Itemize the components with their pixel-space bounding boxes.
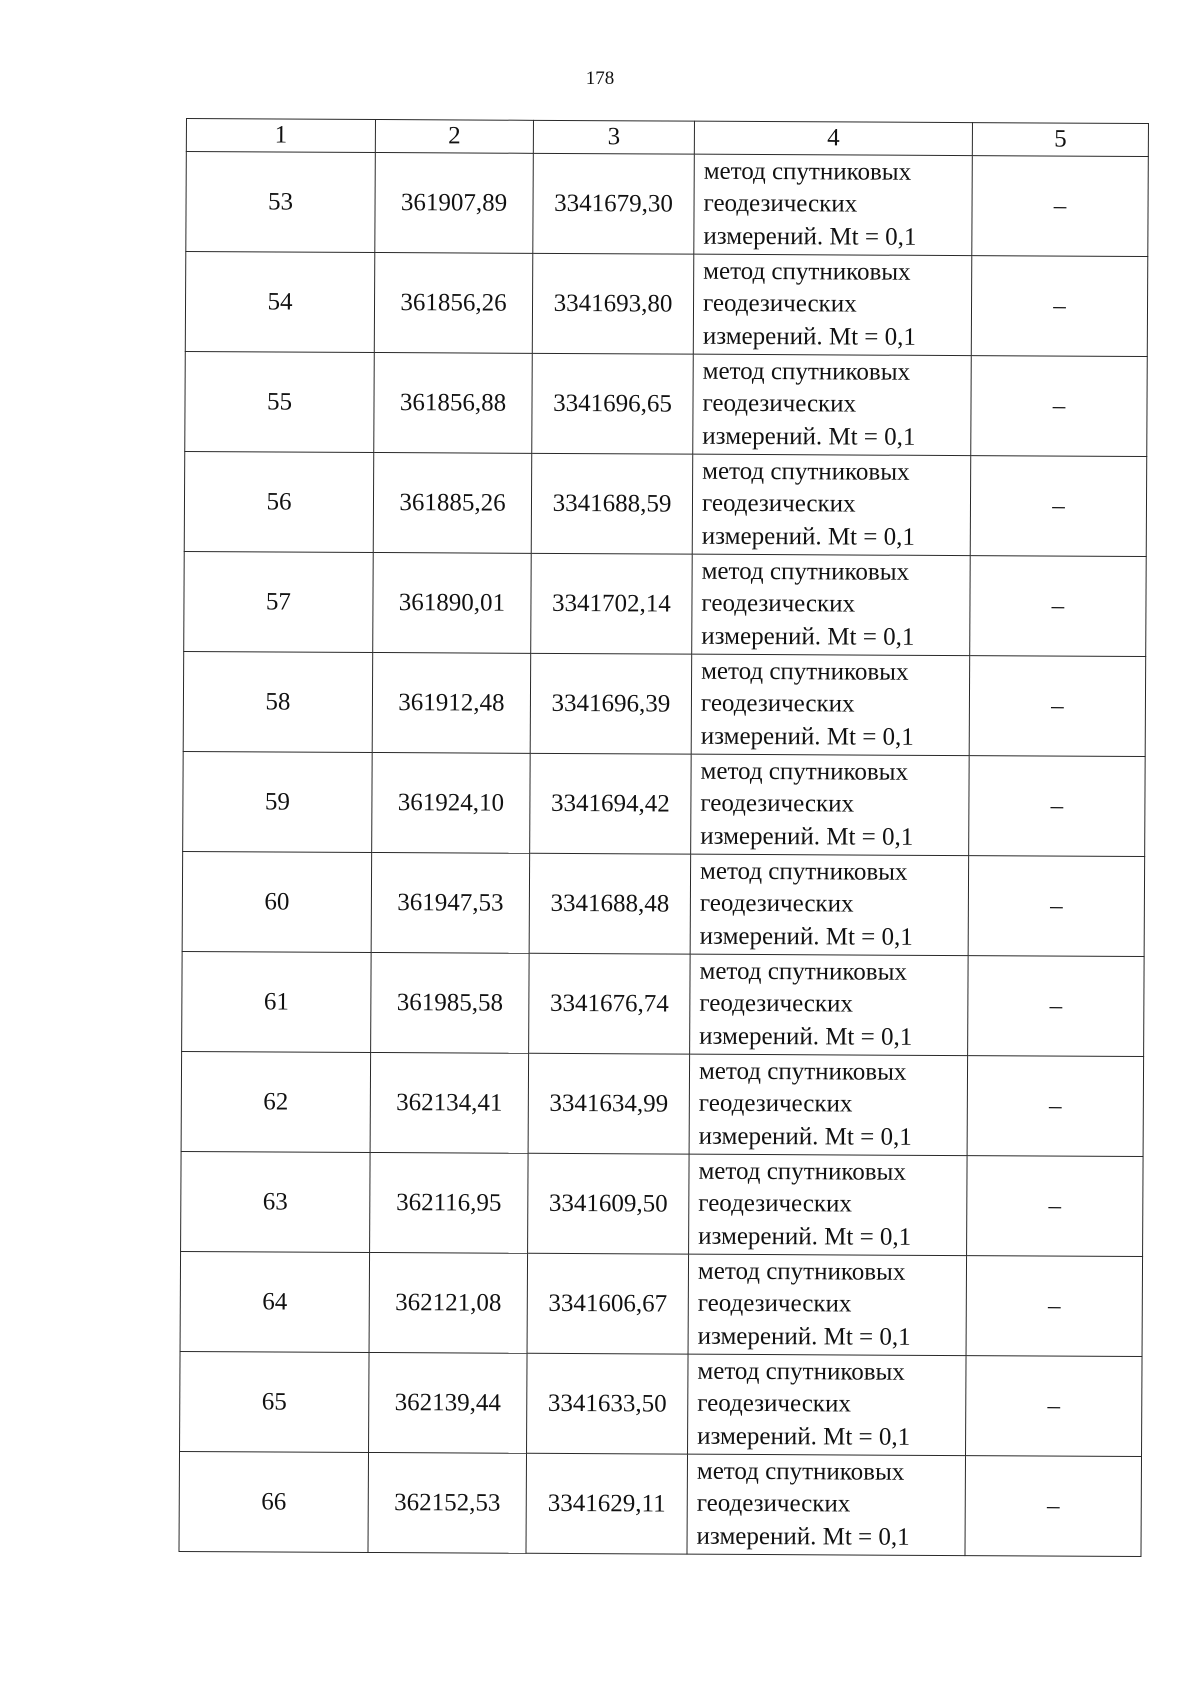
table-row [180,1351,1143,1456]
table-row [183,751,1146,856]
table-row [186,152,1149,257]
method-cell [693,254,972,355]
description-cell: – [971,256,1148,357]
y-coordinate-cell: 3341634,99 [528,1053,690,1154]
method-line: геодезических [701,489,856,518]
y-coordinate-cell: 3341696,65 [532,353,694,454]
coordinates-table-wrapper [186,118,1148,1552]
method-line: измерений. Mt = 0,1 [701,522,915,551]
point-number-cell: 62 [181,1051,371,1152]
method-cell [688,1354,967,1455]
coordinates-table [178,118,1148,1557]
table-row [182,951,1145,1056]
page-number: 178 [585,68,615,89]
method-cell [690,954,969,1055]
y-coordinate-cell: 3341696,39 [530,653,692,754]
x-coordinate-cell: 362152,53 [368,1452,527,1553]
method-line: геодезических [697,1389,851,1418]
table-row [181,1151,1144,1256]
point-number-cell: 57 [184,551,374,652]
header-col-4: 4 [694,121,972,155]
description-cell: – [966,1356,1143,1457]
description-cell: – [969,756,1146,857]
method-line: геодезических [696,1489,851,1518]
point-number-cell: 60 [182,851,372,952]
point-number-cell: 66 [179,1451,369,1552]
description-cell: – [971,356,1148,457]
method-line: геодезических [703,189,858,218]
method-line: метод спутниковых [700,757,909,786]
method-line: измерений. Mt = 0,1 [702,322,917,351]
method-line: метод спутниковых [702,357,911,386]
method-line: измерений. Mt = 0,1 [700,822,914,851]
y-coordinate-cell: 3341609,50 [528,1153,690,1254]
x-coordinate-cell: 361890,01 [373,552,532,653]
method-line: метод спутниковых [696,1457,905,1486]
method-line: геодезических [698,1189,852,1218]
x-coordinate-cell: 361947,53 [371,852,530,953]
header-col-5: 5 [972,123,1148,157]
method-line: метод спутниковых [698,1057,907,1086]
table-row [181,1051,1144,1156]
method-line: измерений. Mt = 0,1 [699,922,913,951]
method-line: измерений. Mt = 0,1 [697,1322,911,1351]
x-coordinate-cell: 362134,41 [370,1052,529,1153]
method-line: измерений. Mt = 0,1 [696,1522,910,1551]
point-number-cell: 61 [182,951,372,1052]
method-line: измерений. Mt = 0,1 [700,722,914,751]
table-row [179,1451,1142,1556]
y-coordinate-cell: 3341693,80 [532,253,694,354]
description-cell: – [969,656,1146,757]
method-line: геодезических [698,1089,853,1118]
method-line: метод спутниковых [702,457,910,486]
method-line: измерений. Mt = 0,1 [698,1222,912,1251]
method-cell [692,554,971,655]
table-row [185,351,1148,456]
table-row [184,451,1147,556]
method-line: измерений. Mt = 0,1 [701,622,915,651]
method-cell [688,1254,967,1355]
point-number-cell: 58 [183,651,373,752]
point-number-cell: 64 [180,1251,370,1352]
method-cell [690,854,969,955]
y-coordinate-cell: 3341694,42 [530,753,692,854]
table-row [180,1251,1143,1356]
method-line: геодезических [702,289,857,318]
method-line: геодезических [699,989,854,1018]
method-cell [694,154,973,255]
point-number-cell: 55 [185,351,375,452]
method-cell [689,1054,968,1155]
method-cell [692,454,971,555]
x-coordinate-cell: 362139,44 [369,1352,528,1453]
header-col-3: 3 [533,120,694,154]
method-line: метод спутниковых [703,157,912,186]
method-line: измерений. Mt = 0,1 [698,1122,912,1151]
y-coordinate-cell: 3341688,59 [531,453,693,554]
method-line: метод спутниковых [701,557,910,586]
y-coordinate-cell: 3341629,11 [526,1453,688,1554]
x-coordinate-cell: 361985,58 [371,952,530,1053]
method-cell [693,354,972,455]
method-line: геодезических [700,689,855,718]
point-number-cell: 59 [183,751,373,852]
table-row [182,851,1145,956]
x-coordinate-cell: 362121,08 [369,1252,528,1353]
method-line: метод спутниковых [698,1157,906,1186]
description-cell: – [970,456,1147,557]
method-line: измерений. Mt = 0,1 [697,1422,911,1451]
method-cell [691,654,970,755]
y-coordinate-cell: 3341688,48 [529,853,691,954]
x-coordinate-cell: 361907,89 [375,152,534,253]
method-line: геодезических [697,1289,852,1318]
header-row [186,119,1148,157]
description-cell: – [970,556,1147,657]
method-line: измерений. Mt = 0,1 [702,422,916,451]
method-cell [687,1454,966,1555]
description-cell: – [967,1156,1144,1257]
y-coordinate-cell: 3341702,14 [531,553,693,654]
x-coordinate-cell: 361856,26 [374,252,533,353]
description-cell: – [968,856,1145,957]
table-body [179,152,1148,1557]
header-col-1: 1 [186,119,375,153]
method-line: метод спутниковых [703,257,911,286]
y-coordinate-cell: 3341676,74 [529,953,691,1054]
point-number-cell: 54 [185,252,375,353]
description-cell: – [972,156,1149,257]
method-line: геодезических [702,389,857,418]
x-coordinate-cell: 361912,48 [372,652,531,753]
header-col-2: 2 [375,119,533,153]
y-coordinate-cell: 3341633,50 [527,1353,689,1454]
table-header [186,119,1148,157]
method-line: метод спутниковых [699,957,908,986]
point-number-cell: 53 [186,152,376,253]
table-row [183,651,1146,756]
point-number-cell: 63 [181,1151,371,1252]
description-cell: – [967,1056,1144,1157]
point-number-cell: 65 [180,1351,370,1452]
method-line: метод спутниковых [697,1257,906,1286]
method-line: метод спутниковых [701,657,909,686]
table-row [185,252,1148,357]
x-coordinate-cell: 361856,88 [374,352,533,453]
y-coordinate-cell: 3341679,30 [533,153,695,254]
table-row [184,551,1147,656]
method-line: метод спутниковых [697,1357,905,1386]
description-cell: – [968,956,1145,1057]
point-number-cell: 56 [184,451,374,552]
method-line: геодезических [699,889,854,918]
method-cell [691,754,970,855]
method-line: метод спутниковых [699,857,908,886]
method-line: измерений. Mt = 0,1 [699,1022,913,1051]
x-coordinate-cell: 362116,95 [370,1152,529,1253]
method-cell [689,1154,968,1255]
x-coordinate-cell: 361885,26 [373,452,532,553]
description-cell: – [966,1256,1143,1357]
y-coordinate-cell: 3341606,67 [527,1253,689,1354]
x-coordinate-cell: 361924,10 [372,752,531,853]
description-cell: – [965,1456,1142,1557]
method-line: измерений. Mt = 0,1 [703,222,917,251]
method-line: геодезических [700,789,855,818]
method-line: геодезических [701,589,856,618]
